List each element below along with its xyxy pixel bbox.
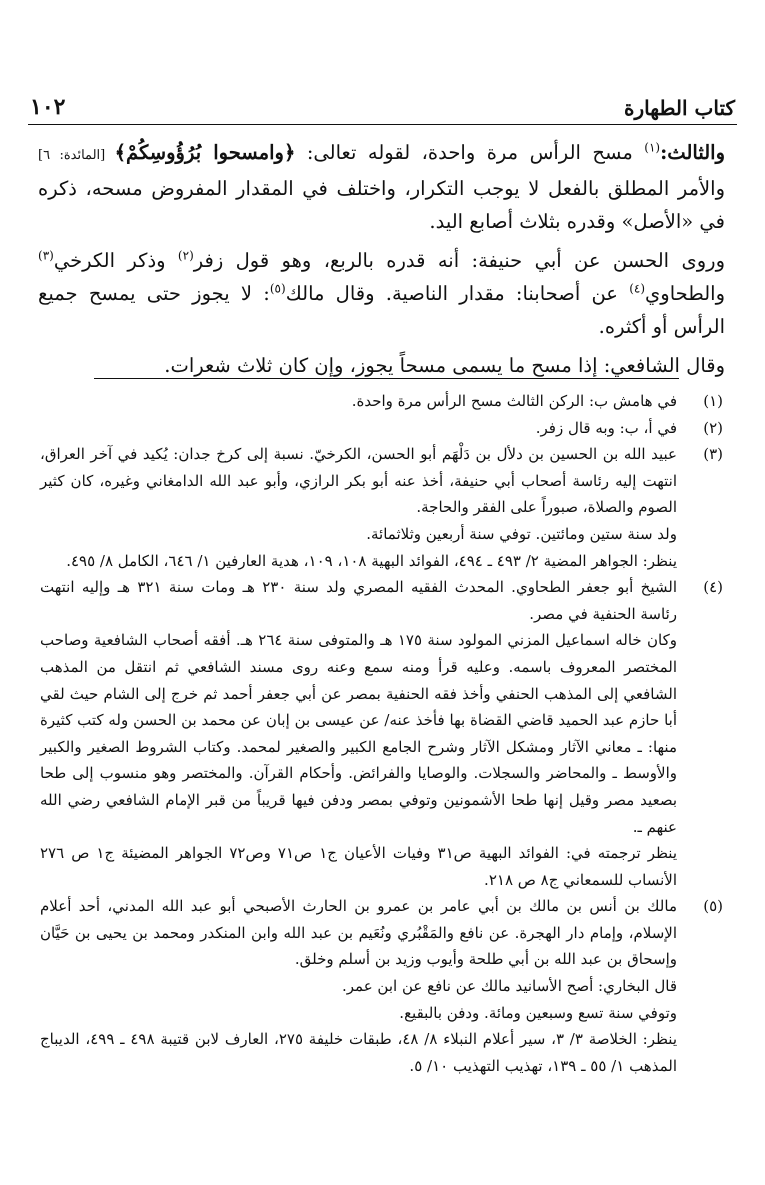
footnote-body: [40, 893, 677, 1079]
text-run: والأمر المطلق بالفعل لا يوجب التكرار، واختلف في المقدار المفروض مسحه، ذكره في «الأصل» وقدره بثلاث أصابع اليد.: [38, 177, 725, 233]
running-title: كتاب الطهارة: [624, 96, 735, 120]
footnote-ref[interactable]: (٣): [38, 248, 54, 263]
text-run: : لا يجوز حتى يمسح جميع الرأس أو أكثره.: [38, 282, 725, 338]
verse-reference: [المائدة: ٦]: [38, 148, 115, 163]
footnote-text: في هامش ب: الركن الثالث مسح الرأس مرة واحدة.: [351, 392, 677, 410]
footnote-body: [40, 415, 677, 442]
footnote-ref[interactable]: (٢): [177, 248, 194, 263]
footnote-body: [40, 574, 677, 893]
footnote-number: (٣): [703, 445, 723, 464]
footnote-body: [40, 388, 677, 415]
footnote-text: قال البخاري: أصح الأسانيد مالك عن نافع عن ابن عمر.: [341, 977, 677, 996]
footnotes: [40, 388, 725, 1079]
footnote-text: ولد سنة ستين ومائتين. توفي سنة أربعين وثلاثمائة.: [366, 524, 677, 543]
footnote-text: ينظر ترجمته في: الفوائد البهية ص٣١ وفيات الأعيان ج١ ص٧١ وص٧٢ الجواهر المضيئة ج١ ص ٢٧٦ الأنساب للسمعاني ج٨ ص ٢١٨.: [40, 844, 678, 889]
paragraph-3: وقال الشافعي: إذا مسح ما يسمى مسحاً يجوز، وإن كان ثلاث شعرات.: [164, 354, 725, 377]
footnote: [40, 574, 725, 893]
text-run: والطحاوي: [645, 282, 725, 305]
footnote-number: (١): [703, 392, 723, 410]
footnote-text: عبيد الله بن الحسين بن دلأل بن دَلْهَم أبو الحسن، الكرخيّ. نسبة إلى كرخ جدان: يُكيد في آخر العراق، انتهت إليه رئاسة أصحاب أبي حنيفة، أخذ عنه أبو بكر الرازي، وأبو عبد الله الدامغاني وغيره، كان كثير الصوم والصلاة، صبوراً على الفقر والحاجة.: [40, 445, 677, 517]
header-rule: [28, 124, 737, 125]
footnote-number: (٤): [703, 578, 723, 597]
footnote-ref[interactable]: (٥): [269, 281, 286, 296]
paragraph-2: [38, 244, 725, 343]
paragraph-1: [38, 136, 725, 238]
footnote-body: [40, 441, 677, 574]
quran-verse: ﴿وامسحوا بُرُؤُوسِكُمْ﴾: [114, 141, 296, 164]
footnote: [40, 388, 725, 415]
footnote-rule: [94, 378, 679, 379]
footnote: [40, 415, 725, 442]
footnote-text: الشيخ أبو جعفر الطحاوي. المحدث الفقيه المصري ولد سنة ٢٣٠ هـ ومات سنة ٣٢١ هـ وإليه انتهت رئاسة الحنفية في مصر.: [40, 578, 677, 623]
footnote-number: (٢): [703, 418, 723, 437]
text-run: وروى الحسن عن أبي حنيفة: أنه قدره بالربع، وهو قول زفر: [193, 249, 725, 272]
footnote-text: وتوفي سنة تسع وسبعين ومائة. ودفن بالبقيع.: [399, 1003, 677, 1022]
footnote: [40, 893, 725, 1079]
footnote-text: ينظر: الجواهر المضية ٢/ ٤٩٣ ـ ٤٩٤، الفوائد البهية ١٠٨، ١٠٩، هدية العارفين ١/ ٦٤٦، الكامل ٨/ ٤٩٥.: [66, 551, 677, 570]
footnote-ref[interactable]: (٤): [629, 281, 646, 296]
text-run: عن أصحابنا: مقدار الناصية. وقال مالك: [285, 282, 630, 305]
footnote-number: (٥): [703, 897, 723, 916]
footnote-text: في أ، ب: وبه قال زفر.: [535, 418, 677, 437]
footnote: [40, 441, 725, 574]
page-header: [30, 86, 735, 120]
footnote-text: مالك بن أنس بن مالك بن أبي عامر بن عمرو بن الحارث الأصبحي أبو عبد الله المدني، أحد أعلام الإسلام، وإمام دار الهجرة. عن نافع والمَقْبُري ونُعَيم بن عبد الله وابن المنكدر ومحمد بن يحيى بن حَيَّان وإسحاق بن عبد الله بن أبي طلحة وأيوب وزيد بن أسلم وخلق.: [40, 897, 677, 969]
footnote-text: وكان خاله اسماعيل المزني المولود سنة ١٧٥ هـ والمتوفى سنة ٢٦٤ هـ. أفقه أصحاب الشافعية وصاحب المختصر المعروف باسمه. وعليه قرأ ومنه سمع وعنه روى مسند الشافعي ثم انتقل من المذهب الشافعي إلى المذهب الحنفي وأخذ فقه الحنفية بمصر عن أبي جعفر أحمد ثم خرج إلى الشام حيث لقي أبا حازم عبد الحميد قاضي القضاة بها فأخذ عنه/ عن عيسى بن إبان عن محمد بن الحسن وله كتب كثيرة منها: ـ معاني الآثار ومشكل الآثار وشرح الجامع الكبير والصغير لمحمد. وكتاب الشروط الصغير والكبير والأوسط ـ والمحاضر والسجلات. والوصايا والفرائض. وأحكام القرآن. والمختصر وهو منسوب إلى طحا بصعيد مصر وقيل إنها طحا الأشمونين وتوفي بمصر ودفن فيها قريباً من قبر الإمام الشافعي رضي الله عنهم ـ.: [40, 631, 678, 836]
paragraph-lead: والثالث:: [660, 141, 725, 164]
main-text: [38, 136, 725, 388]
text-run: مسح الرأس مرة واحدة، لقوله تعالى:: [295, 141, 645, 164]
text-run: وذكر الكرخي: [53, 249, 178, 272]
footnote-ref[interactable]: (١): [644, 140, 661, 155]
footnote-text: ينظر: الخلاصة ٣/ ٣، سير أعلام النبلاء ٨/ ٤٨، طبقات خليفة ٢٧٥، العارف لابن قتيبة ٤٩٨ ـ ٤٩٩، الديباج المذهب ١/ ٥٥ ـ ١٣٩، تهذيب التهذيب ١٠/ ٥.: [40, 1030, 677, 1075]
page-number: ١٠٢: [30, 94, 66, 120]
